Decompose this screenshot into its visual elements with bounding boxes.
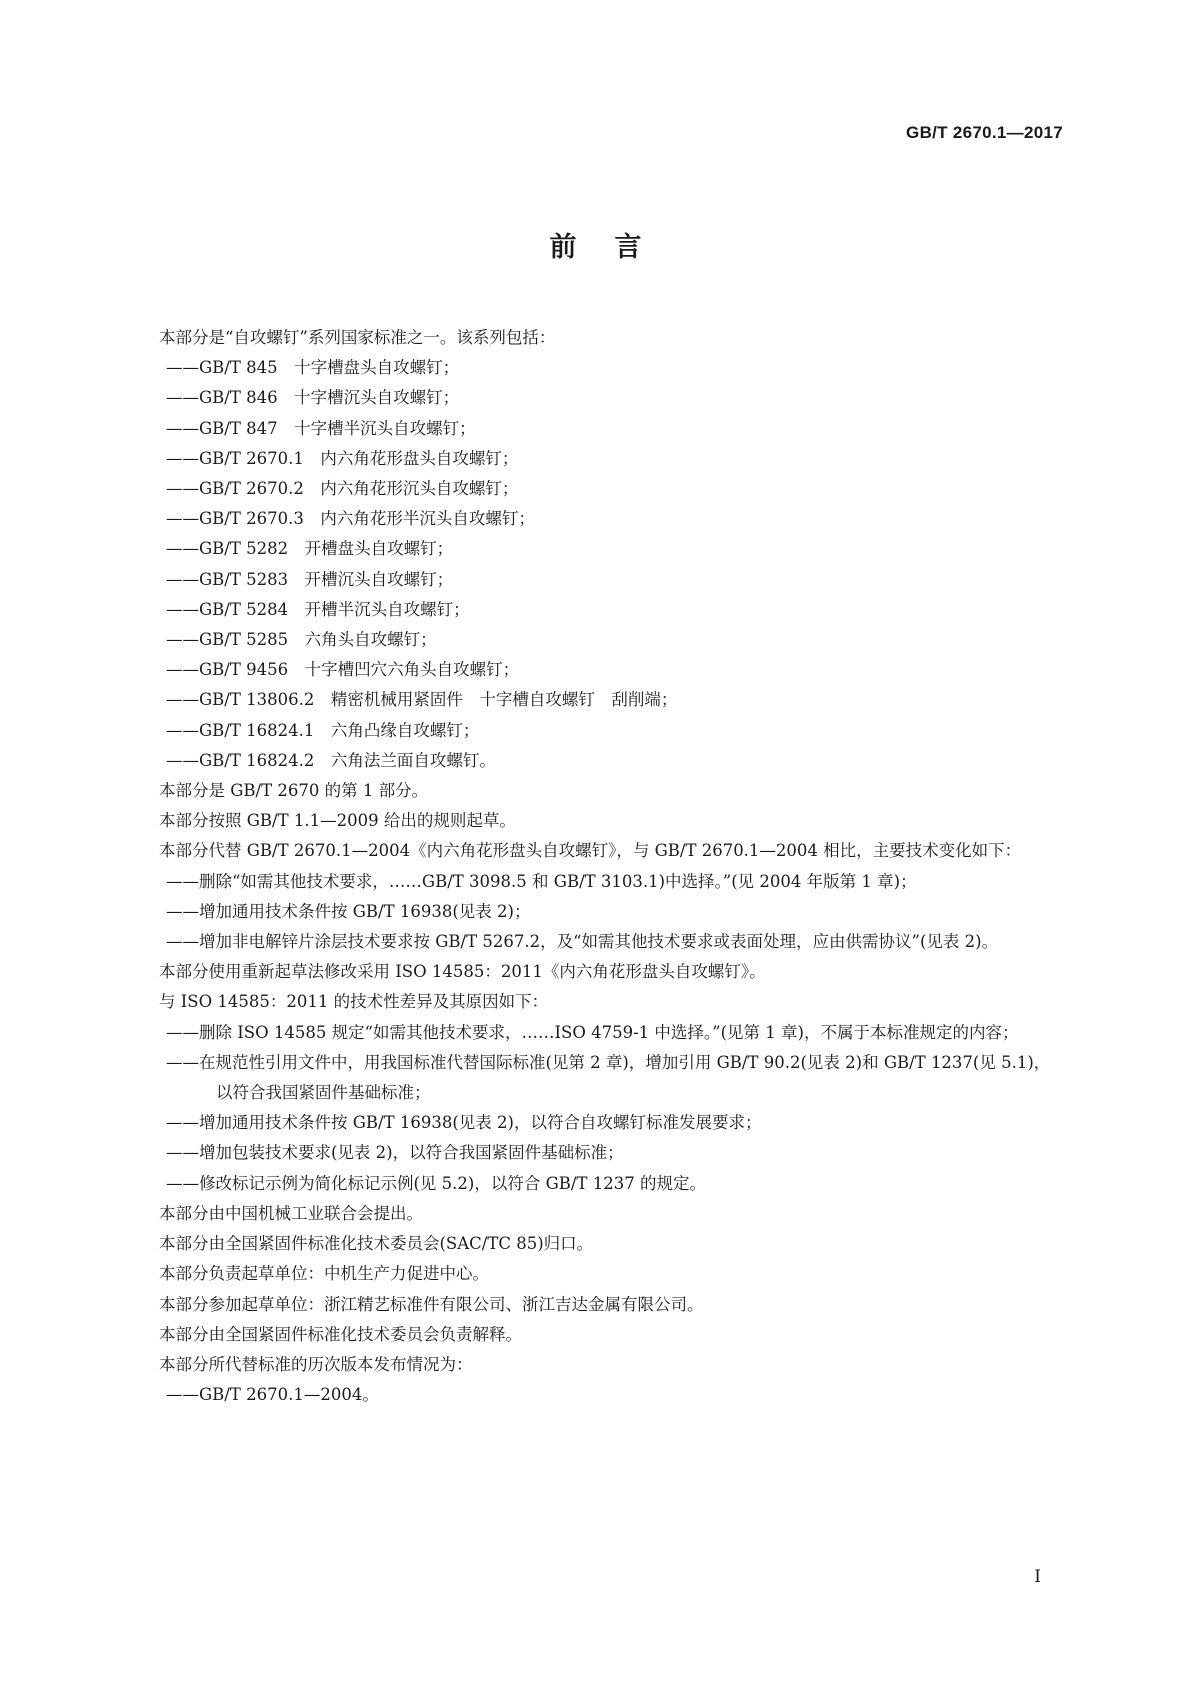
- list-item: ——增加通用技术条件按 GB/T 16938(见表 2)，以符合自攻螺钉标准发展要求；: [166, 1113, 762, 1133]
- list-item: ——GB/T 16824.2 六角法兰面自攻螺钉。: [166, 750, 496, 770]
- changes-list: [126, 867, 1064, 958]
- list-item: ——在规范性引用文件中，用我国标准代替国际标准(见第 2 章)，增加引用 GB/T 90.2(见表 2)和 GB/T 1237(见 5.1)，以符合我国紧固件基础标准；: [166, 1052, 1051, 1103]
- list-item: ——GB/T 13806.2 精密机械用紧固件 十字槽自攻螺钉 刮削端；: [166, 690, 678, 710]
- list-item: ——GB/T 16824.1 六角凸缘自攻螺钉；: [166, 720, 480, 740]
- foreword-body: [126, 323, 1064, 1410]
- list-item: ——删除“如需其他技术要求，……GB/T 3098.5 和 GB/T 3103.1)中选择。”(见 2004 年版第 1 章)；: [166, 871, 917, 891]
- page-number: I: [1034, 1567, 1041, 1587]
- paragraph-drafting-rules: 本部分按照 GB/T 1.1—2009 给出的规则起草。: [159, 811, 516, 831]
- list-item: ——GB/T 2670.1 内六角花形盘头自攻螺钉；: [166, 448, 519, 468]
- paragraph-participating-units: 本部分参加起草单位：浙江精艺标准件有限公司、浙江吉达金属有限公司。: [159, 1294, 704, 1314]
- list-item: ——增加非电解锌片涂层技术要求按 GB/T 5267.2，及“如需其他技术要求或表面处理，应由供需协议”(见表 2)。: [166, 932, 999, 952]
- series-list: [126, 353, 1064, 776]
- list-item: ——GB/T 845 十字槽盘头自攻螺钉；: [166, 358, 460, 378]
- list-item: ——增加通用技术条件按 GB/T 16938(见表 2)；: [166, 901, 531, 921]
- list-item: ——GB/T 2670.3 内六角花形半沉头自攻螺钉；: [166, 509, 535, 529]
- list-item: ——GB/T 9456 十字槽凹穴六角头自攻螺钉；: [166, 660, 520, 680]
- list-item: ——GB/T 5282 开槽盘头自攻螺钉；: [166, 539, 454, 559]
- iso-differences-list: [126, 1018, 1064, 1199]
- list-item: ——GB/T 5284 开槽半沉头自攻螺钉；: [166, 599, 470, 619]
- list-item: ——GB/T 2670.1—2004。: [166, 1385, 379, 1405]
- paragraph-iso-adoption: 本部分使用重新起草法修改采用 ISO 14585：2011《内六角花形盘头自攻螺钉》。: [159, 962, 766, 982]
- standard-code: GB/T 2670.1—2017: [906, 123, 1063, 142]
- paragraph-history: 本部分所代替标准的历次版本发布情况为：: [159, 1354, 473, 1374]
- list-item: ——GB/T 2670.2 内六角花形沉头自攻螺钉；: [166, 479, 519, 499]
- list-item: ——修改标记示例为简化标记示例(见 5.2)，以符合 GB/T 1237 的规定。: [166, 1173, 706, 1193]
- list-item: ——增加包装技术要求(见表 2)，以符合我国紧固件基础标准；: [166, 1143, 624, 1163]
- paragraph-drafting-unit: 本部分负责起草单位：中机生产力促进中心。: [159, 1264, 489, 1284]
- paragraph-administered-by: 本部分由全国紧固件标准化技术委员会(SAC/TC 85)归口。: [159, 1234, 594, 1254]
- list-item: ——GB/T 847 十字槽半沉头自攻螺钉；: [166, 418, 476, 438]
- paragraph-part-of: 本部分是 GB/T 2670 的第 1 部分。: [159, 781, 429, 801]
- paragraph-replaces: 本部分代替 GB/T 2670.1—2004《内六角花形盘头自攻螺钉》，与 GB/T 2670.1—2004 相比，主要技术变化如下：: [159, 841, 1022, 861]
- history-list: [126, 1380, 1064, 1410]
- list-item: ——删除 ISO 14585 规定“如需其他技术要求，……ISO 4759-1 中选择。”(见第 1 章)，不属于本标准规定的内容；: [166, 1022, 1019, 1042]
- list-item: ——GB/T 5283 开槽沉头自攻螺钉；: [166, 569, 454, 589]
- paragraph-intro: 本部分是“自攻螺钉”系列国家标准之一。该系列包括：: [159, 328, 556, 347]
- list-item: ——GB/T 5285 六角头自攻螺钉；: [166, 630, 437, 650]
- paragraph-interpretation: 本部分由全国紧固件标准化技术委员会负责解释。: [159, 1324, 522, 1344]
- paragraph-iso-differences: 与 ISO 14585：2011 的技术性差异及其原因如下：: [159, 992, 549, 1012]
- list-item: ——GB/T 846 十字槽沉头自攻螺钉；: [166, 388, 460, 408]
- paragraph-proposed-by: 本部分由中国机械工业联合会提出。: [159, 1203, 423, 1223]
- page-title: 前言: [549, 232, 680, 263]
